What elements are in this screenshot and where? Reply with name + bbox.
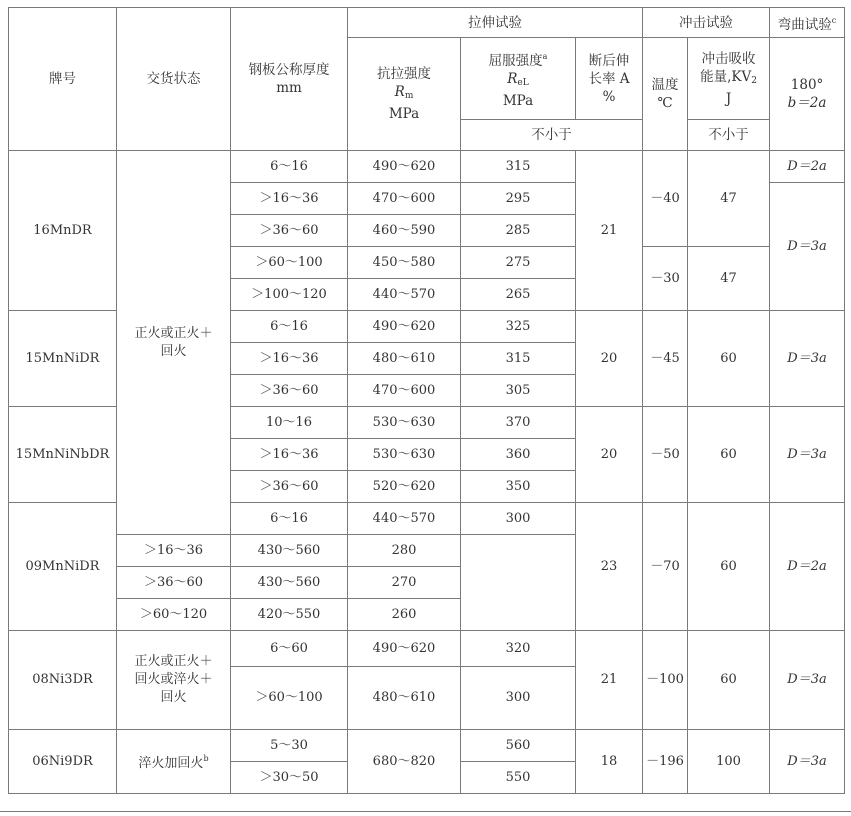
- bend-diameter-cell: D＝2a: [770, 503, 845, 631]
- yield-strength-cell: 285: [461, 215, 576, 247]
- yield-strength-cell: 320: [461, 631, 576, 667]
- tensile-strength-cell: 430～560: [231, 567, 348, 599]
- yield-strength-cell: 370: [461, 407, 576, 439]
- grade-cell: 15MnNiNbDR: [9, 407, 117, 503]
- yield-strength-cell: 275: [461, 247, 576, 279]
- mechanical-properties-table: [8, 7, 845, 794]
- bottom-divider: [0, 811, 851, 812]
- tensile-strength-cell: 450～580: [348, 247, 461, 279]
- temperature-header: 温度 ℃: [643, 38, 688, 151]
- thickness-cell: ＞16～36: [117, 535, 231, 567]
- tensile-strength-cell: 490～620: [348, 311, 461, 343]
- yield-strength-cell: 315: [461, 343, 576, 375]
- tensile-strength-cell: 520～620: [348, 471, 461, 503]
- tensile-strength-cell: 440～570: [348, 279, 461, 311]
- tensile-strength-cell: 440～570: [348, 503, 461, 535]
- tensile-strength-cell: 530～630: [348, 407, 461, 439]
- temperature-cell: －30: [643, 247, 688, 311]
- tensile-strength-header: 抗拉强度 $R_m$ MPa: [348, 38, 461, 151]
- thickness-cell: 6～16: [231, 151, 348, 183]
- thickness-cell: ＞16～36: [231, 183, 348, 215]
- grade-cell: 16MnDR: [9, 151, 117, 311]
- not-less-than-label: 不小于: [688, 120, 770, 151]
- bend-diameter-cell: D＝3a: [770, 183, 845, 311]
- thickness-cell: ＞36～60: [231, 215, 348, 247]
- thickness-cell: 6～16: [231, 503, 348, 535]
- thickness-cell: ＞60～100: [231, 247, 348, 279]
- temperature-cell: －40: [643, 151, 688, 247]
- elongation-cell: 21: [576, 631, 643, 730]
- table-row: [9, 730, 845, 762]
- temperature-cell: －45: [643, 311, 688, 407]
- bend-condition-header: 180° b＝2a: [770, 38, 845, 151]
- bend-diameter-cell: D＝3a: [770, 631, 845, 730]
- bend-diameter-cell: D＝3a: [770, 407, 845, 503]
- delivery-state-cell: 淬火加回火$^b$: [117, 730, 231, 794]
- absorbed-energy-cell: 47: [688, 151, 770, 247]
- yield-strength-cell: 360: [461, 439, 576, 471]
- tensile-strength-cell: 480～610: [348, 343, 461, 375]
- grade-cell: 09MnNiDR: [9, 503, 117, 631]
- not-less-than-label: 不小于: [461, 120, 643, 151]
- yield-strength-cell: 260: [348, 599, 461, 631]
- yield-strength-cell: 560: [461, 730, 576, 762]
- yield-strength-cell: 295: [461, 183, 576, 215]
- tensile-strength-cell: 470～600: [348, 375, 461, 407]
- temperature-cell: －196: [643, 730, 688, 794]
- thickness-cell: 6～60: [231, 631, 348, 667]
- delivery-state-header: 交货状态: [117, 8, 231, 151]
- bend-diameter-cell: D＝3a: [770, 311, 845, 407]
- elongation-header: 断后伸 长率 A %: [576, 38, 643, 120]
- tensile-test-header: 拉伸试验: [348, 8, 643, 38]
- tensile-strength-cell: 480～610: [348, 667, 461, 730]
- yield-strength-cell: 280: [348, 535, 461, 567]
- elongation-cell: 18: [576, 730, 643, 794]
- thickness-cell: 5～30: [231, 730, 348, 762]
- yield-strength-cell: 350: [461, 471, 576, 503]
- bend-test-header: 弯曲试验$^c$: [770, 8, 845, 38]
- yield-strength-cell: 315: [461, 151, 576, 183]
- thickness-cell: ＞16～36: [231, 439, 348, 471]
- absorbed-energy-cell: 60: [688, 407, 770, 503]
- table-row: [9, 631, 845, 667]
- tensile-strength-cell: 420～550: [231, 599, 348, 631]
- bend-diameter-cell: D＝2a: [770, 151, 845, 183]
- tensile-strength-cell: 490～620: [348, 631, 461, 667]
- impact-test-header: 冲击试验: [643, 8, 770, 38]
- grade-cell: 08Ni3DR: [9, 631, 117, 730]
- grade-header: 牌号: [9, 8, 117, 151]
- absorbed-energy-header: 冲击吸收 能量$,KV_2$ J: [688, 38, 770, 120]
- thickness-header: 钢板公称厚度 mm: [231, 8, 348, 151]
- thickness-cell: ＞100～120: [231, 279, 348, 311]
- tensile-strength-cell: 470～600: [348, 183, 461, 215]
- thickness-cell: ＞60～120: [117, 599, 231, 631]
- tensile-strength-cell: 460～590: [348, 215, 461, 247]
- thickness-cell: ＞36～60: [231, 471, 348, 503]
- temperature-cell: －100: [643, 631, 688, 730]
- thickness-cell: ＞16～36: [231, 343, 348, 375]
- tensile-strength-cell: 430～560: [231, 535, 348, 567]
- absorbed-energy-cell: 47: [688, 247, 770, 311]
- grade-cell: 06Ni9DR: [9, 730, 117, 794]
- bend-diameter-cell: D＝3a: [770, 730, 845, 794]
- yield-strength-cell: 300: [461, 503, 576, 535]
- yield-strength-cell: 325: [461, 311, 576, 343]
- thickness-cell: ＞30～50: [231, 762, 348, 794]
- delivery-state-cell: 正火或正火＋ 回火或淬火＋ 回火: [117, 631, 231, 730]
- elongation-cell: 20: [576, 311, 643, 407]
- yield-strength-cell: 305: [461, 375, 576, 407]
- thickness-cell: 6～16: [231, 311, 348, 343]
- temperature-cell: －50: [643, 407, 688, 503]
- absorbed-energy-cell: 60: [688, 503, 770, 631]
- yield-strength-cell: 550: [461, 762, 576, 794]
- tensile-strength-cell: 530～630: [348, 439, 461, 471]
- absorbed-energy-cell: 60: [688, 631, 770, 730]
- thickness-cell: ＞60～100: [231, 667, 348, 730]
- yield-strength-cell: 265: [461, 279, 576, 311]
- yield-strength-header: 屈服强度$^a$ $R_{eL}$ MPa: [461, 38, 576, 120]
- absorbed-energy-cell: 100: [688, 730, 770, 794]
- elongation-cell: 23: [576, 503, 643, 631]
- header-row: [9, 8, 845, 38]
- delivery-state-cell: 正火或正火＋ 回火: [117, 151, 231, 535]
- elongation-cell: 20: [576, 407, 643, 503]
- absorbed-energy-cell: 60: [688, 311, 770, 407]
- yield-strength-cell: 300: [461, 667, 576, 730]
- tensile-strength-cell: 490～620: [348, 151, 461, 183]
- grade-cell: 15MnNiDR: [9, 311, 117, 407]
- tensile-strength-cell: 680～820: [348, 730, 461, 794]
- table-row: [9, 151, 845, 183]
- temperature-cell: －70: [643, 503, 688, 631]
- yield-strength-cell: 270: [348, 567, 461, 599]
- elongation-cell: 21: [576, 151, 643, 311]
- thickness-cell: ＞36～60: [117, 567, 231, 599]
- thickness-cell: 10～16: [231, 407, 348, 439]
- thickness-cell: ＞36～60: [231, 375, 348, 407]
